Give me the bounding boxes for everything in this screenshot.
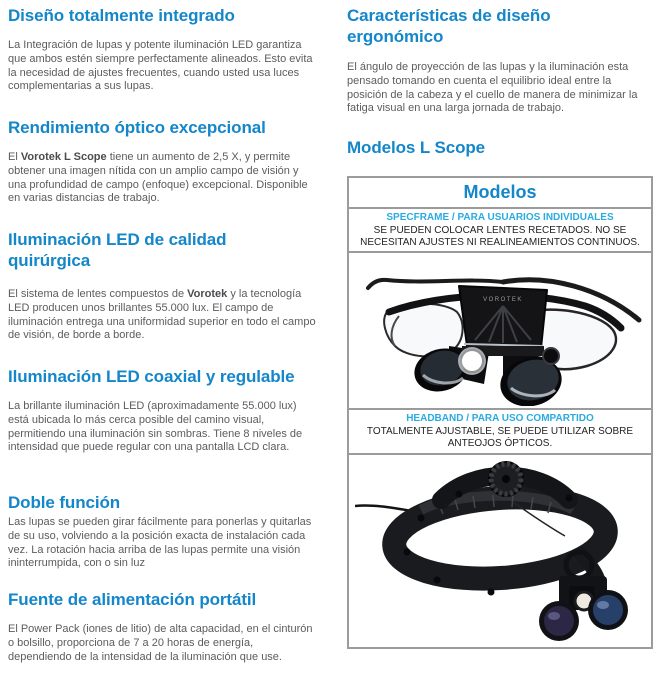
section-paragraph-dual-function bbox=[8, 516, 319, 571]
specframe-product-image bbox=[349, 253, 651, 410]
section-heading-l-scope-models: Modelos L Scope bbox=[347, 138, 485, 157]
specframe-description: SE PUEDEN COLOCAR LENTES RECETADOS. NO SE NECESITAN AJUSTES NI REALINEAMIENTOS CONTINUOS. bbox=[360, 224, 640, 248]
section-paragraph-coaxial-led bbox=[8, 400, 319, 455]
paragraph-text: y la tecnología LED producen unos brillantes 55.000 lux. El campo de iluminación entrega una uniformidad superior en todo el campo de visión, de borde a borde. bbox=[8, 288, 316, 342]
brand-bold-text: Vorotek bbox=[187, 288, 228, 300]
specframe-loupes-illustration bbox=[353, 256, 647, 406]
section-paragraph-optical-performance bbox=[8, 151, 319, 206]
paragraph-text: La Integración de lupas y potente iluminación LED garantiza que ambos estén siempre perfectamente alineados. Esto evita la necesidad de ajustes frecuentes, cuando usted usa luces complementarias a sus lupas. bbox=[8, 39, 313, 93]
section-paragraph-portable-power bbox=[8, 623, 319, 664]
headband-loupes-illustration bbox=[355, 458, 645, 644]
section-paragraph-ergonomic-design bbox=[347, 61, 647, 116]
section-heading-dual-function: Doble función bbox=[8, 493, 121, 512]
section-heading-coaxial-led: Iluminación LED coaxial y regulable bbox=[8, 367, 295, 386]
headband-subtitle: HEADBAND / PARA USO COMPARTIDO bbox=[406, 413, 594, 424]
section-heading-optical-performance: Rendimiento óptico excepcional bbox=[8, 118, 266, 137]
section-heading-surgical-led: Iluminación LED de calidad quirúrgica bbox=[8, 230, 227, 270]
brand-label-on-housing: VOROTEK bbox=[483, 296, 523, 303]
brand-bold-text: Vorotek L Scope bbox=[20, 151, 107, 163]
headband-product-image bbox=[349, 455, 651, 647]
section-heading-ergonomic-design: Características de diseño ergonómico bbox=[347, 6, 551, 46]
paragraph-text: El bbox=[8, 151, 21, 163]
specframe-subtitle: SPECFRAME / PARA USUARIOS INDIVIDUALES bbox=[386, 212, 614, 223]
models-table bbox=[347, 176, 653, 649]
section-paragraph-integrated-design bbox=[8, 39, 319, 94]
models-table-title: Modelos bbox=[349, 178, 651, 209]
paragraph-text: El ángulo de proyección de las lupas y la iluminación esta pensado tomando en cuenta el equilibrio ideal entre la posición de la cabeza y el cuello de manera de minimizar la fatiga visual en una larga jornada de trabajo. bbox=[347, 61, 638, 115]
headband-description: TOTALMENTE AJUSTABLE, SE PUEDE UTILIZAR SOBRE ANTEOJOS ÓPTICOS. bbox=[366, 425, 634, 449]
section-heading-integrated-design: Diseño totalmente integrado bbox=[8, 6, 235, 25]
section-heading-portable-power: Fuente de alimentación portátil bbox=[8, 590, 257, 609]
paragraph-text: Las lupas se pueden girar fácilmente para ponerlas y quitarlas de su uso, volviendo a la posición exacta de instalación cada vez. La rotación hacia arriba de las lupas permite una visión ininterrumpida, con o sin luz bbox=[8, 516, 312, 570]
paragraph-text: El Power Pack (iones de litio) de alta capacidad, en el cinturón o bolsillo, proporciona de 7 a 20 horas de energía, dependiendo de la intensidad de la iluminación que use. bbox=[8, 623, 313, 663]
section-paragraph-surgical-led bbox=[8, 288, 319, 343]
paragraph-text: El sistema de lentes compuestos de bbox=[8, 288, 188, 300]
paragraph-text: La brillante iluminación LED (aproximadamente 55.000 lux) está ubicada lo más cerca posible del camino visual, permitiendo una iluminación sin sombras. Tiene 8 niveles de intensidad que puede regular con una pantalla LCD clara. bbox=[8, 400, 303, 454]
specframe-text-row bbox=[349, 209, 651, 253]
headband-text-row bbox=[349, 410, 651, 455]
paragraph-text: tiene un aumento de 2,5 X, y permite obtener una imagen nítida con un amplio campo de visión y una profundidad de campo (enfoque) excepcional. Disponible en varias distancias de trabajo. bbox=[8, 151, 308, 205]
